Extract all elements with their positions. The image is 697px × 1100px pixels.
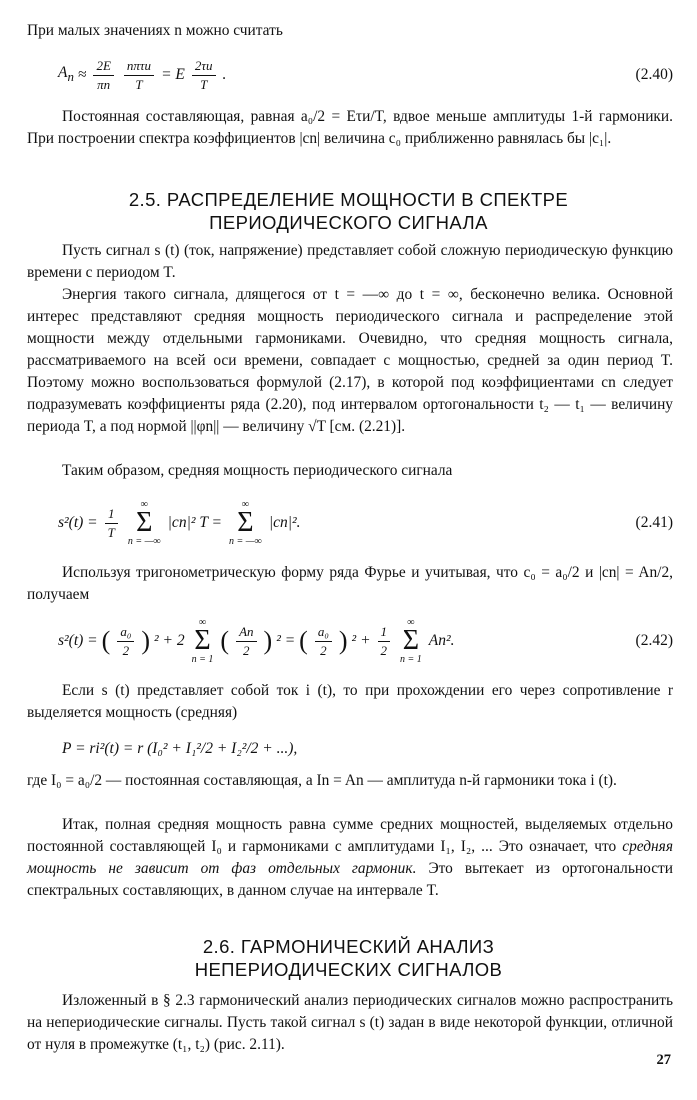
eq-2-42-frac-1: $\frac{\text{a₀}}{2}$ (117, 624, 134, 659)
paragraph-current: Если s (t) представляет собой ток i (t), то при прохождении его через сопротивление r выделяется мощность (средняя) (27, 682, 673, 721)
section-heading-2-6 (0, 935, 697, 981)
eq-2-41-frac: $\frac{1}{T}$ (105, 506, 118, 541)
paragraph-total (27, 814, 673, 902)
eq-2-40-tail: . (222, 66, 227, 83)
paragraph-total-part-b: Это вытекает из ортогональности спектральных составляющих, в данном случае на интервале T. (27, 860, 673, 899)
section-2-6-line-1: 2.6. ГАРМОНИЧЕСКИЙ АНАЛИЗ (202, 936, 495, 957)
paragraph-total-emphasis: средняя мощность не зависит от фаз отдельных гармоник. (27, 838, 673, 877)
paragraph-total-part-a: Итак, полная средняя мощность равна сумме средних мощностей, выделяемых отдельно постоянной составляющей I₀ и гармониками с амплитудами I₁, I₂, ... Это означает, что (27, 816, 673, 855)
eq-2-41-lhs: s²(t) = (58, 514, 98, 531)
paragraph-thus: Таким образом, средняя мощность периодического сигнала (62, 462, 453, 479)
paragraph-where: где I₀ = a₀/2 — постоянная составляющая, а In = An — амплитуда n-й гармоники тока i (t). (27, 772, 617, 789)
eq-2-42-frac-3: $\frac{\text{a₀}}{2}$ (315, 624, 332, 659)
section-2-6-line-2: НЕПЕРИОДИЧЕСКИХ СИГНАЛОВ (194, 959, 503, 980)
eq-power-text: P = ri²(t) = r (I₀² + I₁²/2 + I₂²/2 + ...), (62, 740, 298, 757)
eq-2-40-lhs: $A_n$ (58, 64, 74, 85)
eq-2-42-sum-1: ∞ Σ n = 1 (191, 617, 214, 665)
paragraph-signal: Пусть сигнал s (t) (ток, напряжение) представляет собой сложную периодическую функцию времени с периодом T. (27, 242, 673, 281)
eq-2-42-tail: An². (428, 632, 455, 649)
eq-2-41-term-1: |cn|² T = (167, 514, 223, 531)
eq-2-42-frac-4: $\frac{1}{2}$ (378, 624, 391, 659)
eq-2-42-lhs: s²(t) = (58, 632, 98, 649)
paragraph-using: Используя тригонометрическую форму ряда Фурье и учитывая, что c₀ = a₀/2 и |cn| = An/2, получаем (27, 564, 673, 603)
eq-2-40-approx: ≈ (77, 66, 87, 83)
eq-2-42-frac-2: $\frac{An}{2}$ (236, 624, 256, 659)
equation-2-42: s²(t) = ( $\frac{\text{a₀}}{2}$ ) ² + 2 ∞ Σ n = 1 ( $\frac{An}{2}$ ) ² = ( $\frac{\text{a₀}}{2}$ ) ² + $\frac{1}{2}$ ∞ Σ n = 1 An². (2.42) (58, 617, 673, 665)
eq-2-40-equals: = E (161, 66, 185, 83)
eq-2-41-term-2: |cn|². (268, 514, 301, 531)
page-number: 27 (656, 1052, 671, 1068)
paragraph-constant: Постоянная составляющая, равная a₀/2 = Eτи/T, вдвое меньше амплитуды 1-й гармоники. При построении спектра коэффициентов |cn| величина c₀ приближенно равнялась бы |c₁|. (27, 108, 673, 147)
eq-2-42-plus: ² + (351, 632, 371, 649)
paragraph-final: Изложенный в § 2.3 гармонический анализ периодических сигналов можно распространить на непериодические сигналы. Пусть такой сигнал s (t) задан в виде некоторой функции, отличной от нуля в промежутке (t₁, t₂) (рис. 2.11). (27, 992, 673, 1053)
eq-2-42-sum-2: ∞ Σ n = 1 (400, 617, 422, 665)
eq-2-41-sum-2: ∞ Σ n = —∞ (229, 499, 262, 547)
intro-line: При малых значениях n можно считать (27, 22, 283, 39)
eq-2-42-plus-2: ² + 2 (154, 632, 185, 649)
eq-2-40-frac-1: $\frac{2E}{\pi n}$ (93, 58, 113, 93)
eq-2-41-sum-1: ∞ Σ n = —∞ (127, 499, 161, 547)
equation-power (62, 736, 673, 762)
section-2-5-line-1: 2.5. РАСПРЕДЕЛЕНИЕ МОЩНОСТИ В СПЕКТРЕ (128, 189, 569, 210)
eq-2-40-frac-3: $\frac{2\tau и}{T}$ (192, 58, 216, 93)
equation-2-40 (58, 50, 673, 100)
equation-2-41 (58, 492, 673, 554)
eq-2-42-number: (2.42) (635, 632, 673, 649)
eq-2-40-number: (2.40) (635, 66, 673, 83)
eq-2-40-frac-2: $\frac{\text{nπτи}}{T}$ (124, 58, 154, 93)
eq-2-41-number: (2.41) (635, 514, 673, 531)
section-2-5-line-2: ПЕРИОДИЧЕСКОГО СИГНАЛА (209, 212, 488, 233)
eq-2-42-equals: ² = (276, 632, 296, 649)
paragraph-energy: Энергия такого сигнала, длящегося от t = —∞ до t = ∞, бесконечно велика. Основной интерес представляют средняя мощность периодического сигнала и распределение этой мощности между отдельными гармониками. Очевидно, что средняя мощность сигнала, рассматриваемого на всей оси времени, совпадает с мощностью, средней за один период T. Поэтому можно воспользоваться формулой (2.17), в которой под коэффициентами cn следует подразумевать коэффициенты ряда (2.20), под интервалом ортогональности t₂ — t₁ — величину периода T, а под нормой ||φn|| — величину √T [см. (2.21)]. (27, 286, 673, 435)
section-heading-2-5 (0, 188, 697, 234)
